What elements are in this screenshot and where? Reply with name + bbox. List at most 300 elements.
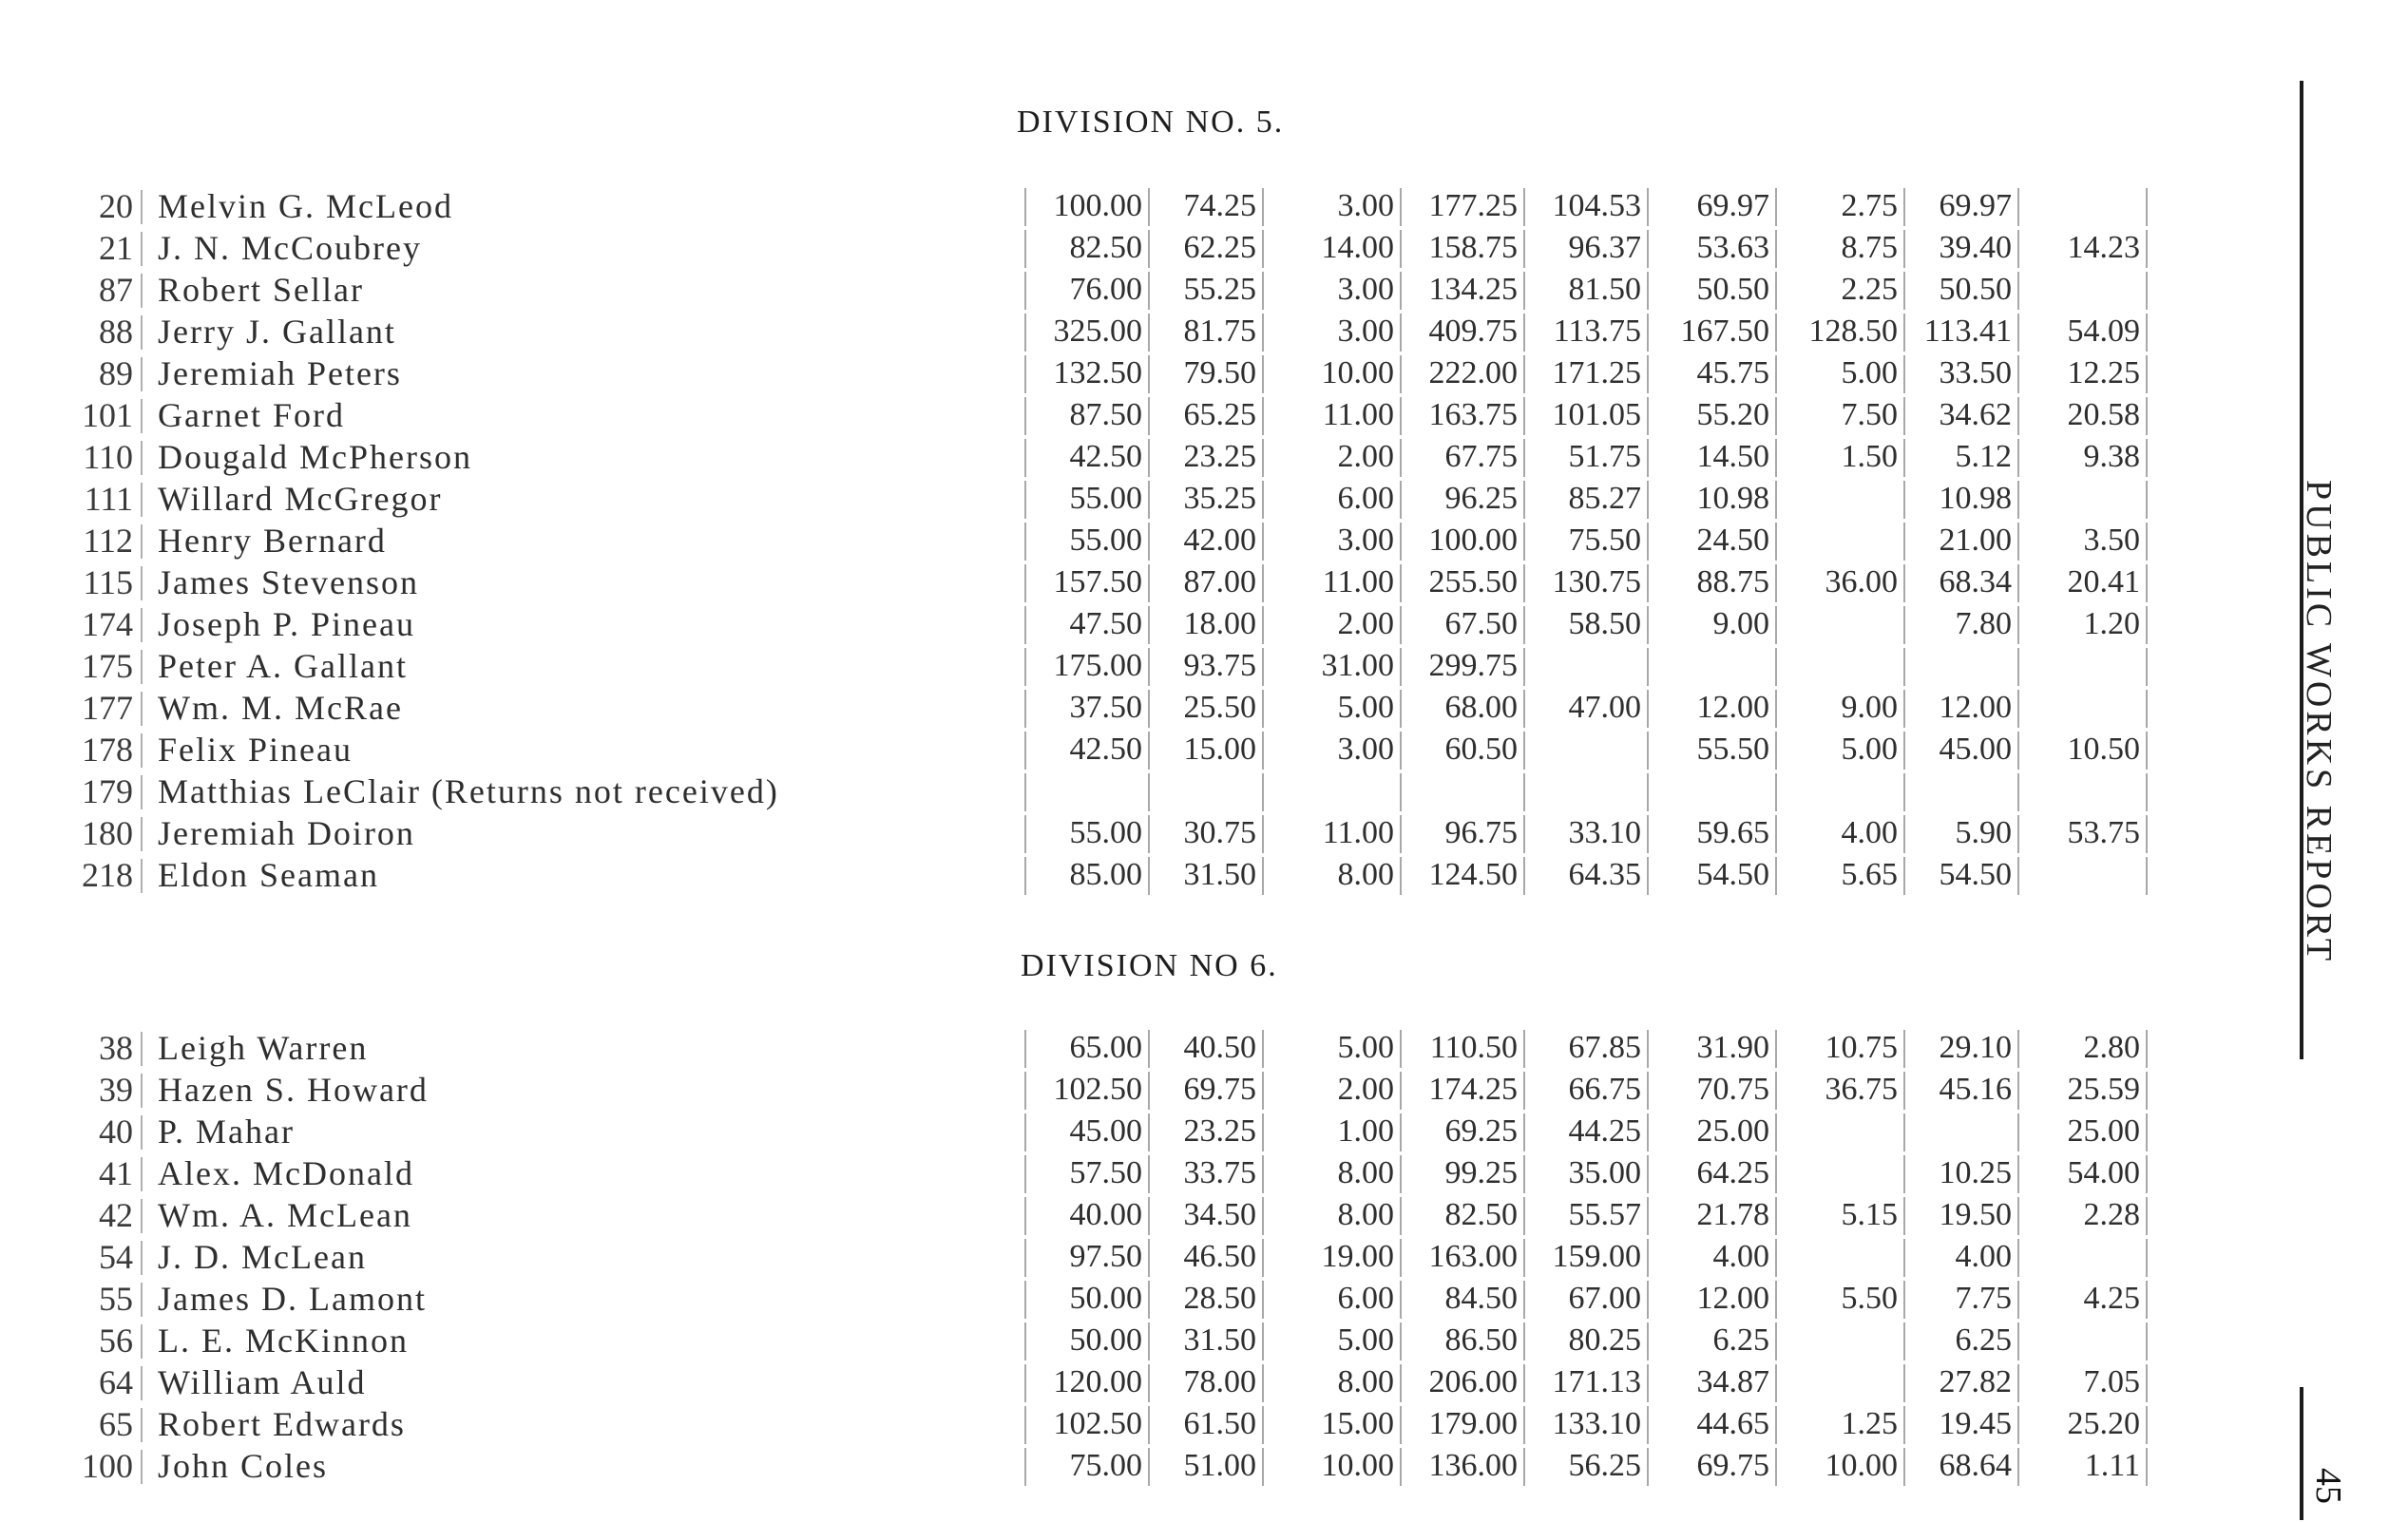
- value-cell: 100.00: [1024, 188, 1150, 226]
- value-cell: 64.25: [1653, 1155, 1777, 1193]
- value-cell: 5.65: [1782, 857, 1905, 895]
- value-cell: 70.75: [1653, 1072, 1777, 1110]
- value-cell: [1782, 773, 1905, 811]
- value-cell: 8.00: [1269, 857, 1402, 895]
- name-row: [0, 479, 1007, 521]
- value-cell: 55.00: [1024, 523, 1150, 561]
- value-cell: 124.50: [1406, 857, 1525, 895]
- value-cell: [1653, 648, 1777, 686]
- value-cell: 47.50: [1024, 606, 1150, 644]
- value-cell: [2024, 648, 2148, 686]
- person-name: Jerry J. Gallant: [158, 313, 396, 351]
- row-separator: [141, 733, 143, 768]
- value-cell: [1782, 1113, 1905, 1151]
- value-cell: 31.50: [1155, 857, 1264, 895]
- row-number: 179: [82, 772, 133, 810]
- value-cell: 78.00: [1155, 1364, 1264, 1402]
- row-separator: [141, 1115, 143, 1150]
- value-cell: [1269, 773, 1402, 811]
- value-cell: 61.50: [1155, 1406, 1264, 1444]
- value-cell: 36.00: [1782, 564, 1905, 602]
- value-cell: 102.50: [1024, 1406, 1150, 1444]
- row-separator: [141, 1283, 143, 1317]
- row-separator: [141, 1366, 143, 1400]
- value-cell: [1782, 648, 1905, 686]
- value-cell: 8.00: [1269, 1364, 1402, 1402]
- name-row: [0, 1279, 1007, 1321]
- value-cell: 64.35: [1530, 857, 1649, 895]
- value-cell: 19.50: [1910, 1197, 2019, 1235]
- value-cell: 134.25: [1406, 272, 1525, 310]
- value-cell: 255.50: [1406, 564, 1525, 602]
- person-name: P. Mahar: [158, 1113, 295, 1151]
- value-cell: 55.20: [1653, 397, 1777, 435]
- value-cell: 5.00: [1269, 1030, 1402, 1068]
- row-separator: [141, 1450, 143, 1484]
- value-cell: 136.00: [1406, 1448, 1525, 1486]
- person-name: James Stevenson: [158, 563, 419, 601]
- name-row: [0, 604, 1007, 646]
- value-cell: 62.25: [1155, 230, 1264, 268]
- value-cell: 10.75: [1782, 1030, 1905, 1068]
- value-cell: 50.00: [1024, 1322, 1150, 1360]
- value-cell: 206.00: [1406, 1364, 1525, 1402]
- name-row: [0, 353, 1007, 395]
- value-cell: 5.12: [1910, 439, 2019, 477]
- name-row: [0, 771, 1007, 813]
- value-cell: 12.00: [1653, 690, 1777, 728]
- value-cell: 55.00: [1024, 815, 1150, 853]
- value-cell: 54.09: [2024, 314, 2148, 352]
- person-name: Peter A. Gallant: [158, 647, 408, 685]
- value-cell: 4.25: [2024, 1281, 2148, 1319]
- person-name: Felix Pineau: [158, 731, 353, 769]
- value-cell: 96.37: [1530, 230, 1649, 268]
- value-cell: 2.00: [1269, 606, 1402, 644]
- value-cell: 25.59: [2024, 1072, 2148, 1110]
- value-cell: 69.75: [1155, 1072, 1264, 1110]
- row-separator: [141, 608, 143, 642]
- value-cell: 175.00: [1024, 648, 1150, 686]
- value-cell: 42.00: [1155, 523, 1264, 561]
- value-cell: [2024, 1322, 2148, 1360]
- value-cell: 5.00: [1782, 355, 1905, 393]
- value-cell: 67.50: [1406, 606, 1525, 644]
- value-cell: 25.20: [2024, 1406, 2148, 1444]
- value-cell: 8.00: [1269, 1197, 1402, 1235]
- value-cell: 33.50: [1910, 355, 2019, 393]
- value-cell: 82.50: [1024, 230, 1150, 268]
- value-cell: 9.38: [2024, 439, 2148, 477]
- division-6-heading: DIVISION NO 6.: [1021, 948, 1278, 983]
- value-cell: 25.00: [1653, 1113, 1777, 1151]
- value-cell: 87.00: [1155, 564, 1264, 602]
- row-number: 38: [99, 1029, 133, 1067]
- value-cell: 40.50: [1155, 1030, 1264, 1068]
- value-cell: 158.75: [1406, 230, 1525, 268]
- value-cell: 167.50: [1653, 314, 1777, 352]
- value-cell: [1155, 773, 1264, 811]
- value-cell: [1782, 1364, 1905, 1402]
- value-cell: 85.00: [1024, 857, 1150, 895]
- value-cell: 42.50: [1024, 732, 1150, 770]
- value-cell: 5.50: [1782, 1281, 1905, 1319]
- value-cell: 58.50: [1530, 606, 1649, 644]
- value-cell: 76.00: [1024, 272, 1150, 310]
- value-cell: 81.50: [1530, 272, 1649, 310]
- value-cell: 159.00: [1530, 1239, 1649, 1277]
- value-cell: 2.25: [1782, 272, 1905, 310]
- row-separator: [141, 775, 143, 809]
- row-separator: [141, 441, 143, 475]
- value-cell: 51.75: [1530, 439, 1649, 477]
- value-cell: 96.75: [1406, 815, 1525, 853]
- value-cell: 12.25: [2024, 355, 2148, 393]
- value-cell: 27.82: [1910, 1364, 2019, 1402]
- value-cell: [1782, 1322, 1905, 1360]
- value-cell: 3.00: [1269, 188, 1402, 226]
- value-cell: 29.10: [1910, 1030, 2019, 1068]
- value-cell: [1530, 648, 1649, 686]
- value-cell: 84.50: [1406, 1281, 1525, 1319]
- name-row: [0, 312, 1007, 353]
- row-number: 175: [82, 647, 133, 685]
- value-cell: [1782, 1239, 1905, 1277]
- row-separator: [141, 483, 143, 517]
- value-cell: 55.57: [1530, 1197, 1649, 1235]
- name-row: [0, 1195, 1007, 1237]
- value-cell: [1530, 773, 1649, 811]
- name-row: [0, 855, 1007, 897]
- value-cell: 31.90: [1653, 1030, 1777, 1068]
- person-name: Willard McGregor: [158, 480, 443, 518]
- person-name: J. N. McCoubrey: [158, 229, 422, 267]
- row-number: 89: [99, 354, 133, 392]
- person-name: John Coles: [158, 1447, 329, 1485]
- value-cell: 75.50: [1530, 523, 1649, 561]
- row-separator: [141, 859, 143, 893]
- row-separator: [141, 566, 143, 600]
- value-cell: 55.25: [1155, 272, 1264, 310]
- value-cell: 174.25: [1406, 1072, 1525, 1110]
- row-separator: [141, 357, 143, 391]
- value-cell: 325.00: [1024, 314, 1150, 352]
- person-name: Matthias LeClair (Returns not received): [158, 772, 779, 810]
- value-cell: 157.50: [1024, 564, 1150, 602]
- person-name: J. D. McLean: [158, 1238, 367, 1276]
- value-cell: 7.80: [1910, 606, 2019, 644]
- value-cell: 3.00: [1269, 523, 1402, 561]
- value-cell: [2024, 481, 2148, 519]
- value-cell: 55.50: [1653, 732, 1777, 770]
- name-row: [0, 1070, 1007, 1112]
- row-number: 21: [99, 229, 133, 267]
- value-cell: 3.00: [1269, 732, 1402, 770]
- value-cell: 40.00: [1024, 1197, 1150, 1235]
- value-cell: 50.50: [1910, 272, 2019, 310]
- value-cell: 53.75: [2024, 815, 2148, 853]
- value-cell: 59.65: [1653, 815, 1777, 853]
- division-5-heading: DIVISION NO. 5.: [1017, 105, 1285, 140]
- value-cell: 9.00: [1653, 606, 1777, 644]
- name-row: [0, 521, 1007, 562]
- row-number: 87: [99, 271, 133, 309]
- person-name: Eldon Seaman: [158, 856, 379, 894]
- value-cell: 110.50: [1406, 1030, 1525, 1068]
- value-cell: 45.16: [1910, 1072, 2019, 1110]
- name-row: [0, 1446, 1007, 1488]
- value-cell: [1653, 773, 1777, 811]
- value-cell: 96.25: [1406, 481, 1525, 519]
- value-cell: 56.25: [1530, 1448, 1649, 1486]
- value-cell: 4.00: [1782, 815, 1905, 853]
- value-cell: 51.00: [1155, 1448, 1264, 1486]
- row-number: 218: [82, 856, 133, 894]
- row-number: 39: [99, 1071, 133, 1109]
- row-number: 42: [99, 1196, 133, 1234]
- value-cell: 33.10: [1530, 815, 1649, 853]
- value-cell: 6.25: [1910, 1322, 2019, 1360]
- row-number: 88: [99, 313, 133, 351]
- row-separator: [141, 1032, 143, 1066]
- value-cell: 87.50: [1024, 397, 1150, 435]
- value-cell: [1782, 606, 1905, 644]
- value-cell: 53.63: [1653, 230, 1777, 268]
- value-cell: 45.75: [1653, 355, 1777, 393]
- value-cell: 2.75: [1782, 188, 1905, 226]
- value-cell: 65.00: [1024, 1030, 1150, 1068]
- value-cell: 85.27: [1530, 481, 1649, 519]
- value-cell: 67.85: [1530, 1030, 1649, 1068]
- value-cell: 68.34: [1910, 564, 2019, 602]
- row-number: 40: [99, 1113, 133, 1151]
- row-number: 41: [99, 1154, 133, 1192]
- running-title: PUBLIC WORKS REPORT: [2299, 480, 2339, 965]
- value-cell: 21.00: [1910, 523, 2019, 561]
- name-row: [0, 730, 1007, 771]
- value-cell: 69.97: [1910, 188, 2019, 226]
- value-cell: 132.50: [1024, 355, 1150, 393]
- value-cell: 1.25: [1782, 1406, 1905, 1444]
- value-cell: 1.20: [2024, 606, 2148, 644]
- row-number: 65: [99, 1405, 133, 1443]
- value-cell: 10.00: [1269, 1448, 1402, 1486]
- name-row: [0, 228, 1007, 270]
- row-separator: [141, 1157, 143, 1191]
- value-cell: [1782, 523, 1905, 561]
- value-cell: 19.45: [1910, 1406, 2019, 1444]
- value-cell: 25.00: [2024, 1113, 2148, 1151]
- value-cell: 7.75: [1910, 1281, 2019, 1319]
- value-cell: 79.50: [1155, 355, 1264, 393]
- person-name: Garnet Ford: [158, 396, 345, 434]
- value-cell: 23.25: [1155, 1113, 1264, 1151]
- value-cell: 177.25: [1406, 188, 1525, 226]
- value-cell: 19.00: [1269, 1239, 1402, 1277]
- value-cell: 299.75: [1406, 648, 1525, 686]
- row-separator: [141, 399, 143, 433]
- value-cell: 4.00: [1910, 1239, 2019, 1277]
- value-cell: 113.75: [1530, 314, 1649, 352]
- person-name: Robert Edwards: [158, 1405, 406, 1443]
- page-number: 45: [2308, 1468, 2348, 1504]
- value-cell: 60.50: [1406, 732, 1525, 770]
- value-cell: 25.50: [1155, 690, 1264, 728]
- division-5-names: [0, 186, 1007, 897]
- value-cell: 33.75: [1155, 1155, 1264, 1193]
- person-name: Wm. M. McRae: [158, 689, 403, 727]
- value-cell: 54.00: [2024, 1155, 2148, 1193]
- value-cell: 10.25: [1910, 1155, 2019, 1193]
- row-number: 110: [83, 438, 133, 476]
- name-row: [0, 1404, 1007, 1446]
- value-cell: 10.50: [2024, 732, 2148, 770]
- value-cell: 21.78: [1653, 1197, 1777, 1235]
- row-separator: [141, 315, 143, 350]
- value-cell: 12.00: [1910, 690, 2019, 728]
- value-cell: 10.00: [1269, 355, 1402, 393]
- row-number: 55: [99, 1280, 133, 1318]
- value-cell: 1.11: [2024, 1448, 2148, 1486]
- row-number: 115: [83, 563, 133, 601]
- value-cell: 6.00: [1269, 481, 1402, 519]
- row-number: 56: [99, 1322, 133, 1360]
- person-name: Joseph P. Pineau: [158, 605, 416, 643]
- value-cell: 4.00: [1653, 1239, 1777, 1277]
- value-cell: [1910, 648, 2019, 686]
- value-cell: 15.00: [1155, 732, 1264, 770]
- name-row: [0, 270, 1007, 312]
- row-separator: [141, 190, 143, 224]
- value-cell: 1.50: [1782, 439, 1905, 477]
- person-name: Jeremiah Doiron: [158, 814, 415, 852]
- value-cell: [2024, 857, 2148, 895]
- value-cell: [1782, 481, 1905, 519]
- value-cell: 34.87: [1653, 1364, 1777, 1402]
- value-cell: 47.00: [1530, 690, 1649, 728]
- name-row: [0, 1237, 1007, 1279]
- value-cell: 3.00: [1269, 272, 1402, 310]
- value-cell: [2024, 272, 2148, 310]
- value-cell: 46.50: [1155, 1239, 1264, 1277]
- row-number: 178: [82, 731, 133, 769]
- value-cell: 5.00: [1269, 1322, 1402, 1360]
- row-number: 177: [82, 689, 133, 727]
- value-cell: 82.50: [1406, 1197, 1525, 1235]
- person-name: Dougald McPherson: [158, 438, 472, 476]
- value-cell: 44.65: [1653, 1406, 1777, 1444]
- person-name: Robert Sellar: [158, 271, 364, 309]
- value-cell: 35.00: [1530, 1155, 1649, 1193]
- value-cell: 57.50: [1024, 1155, 1150, 1193]
- value-cell: 67.75: [1406, 439, 1525, 477]
- value-cell: 31.00: [1269, 648, 1402, 686]
- value-cell: 88.75: [1653, 564, 1777, 602]
- person-name: William Auld: [158, 1363, 367, 1401]
- value-cell: 10.98: [1653, 481, 1777, 519]
- value-cell: 2.00: [1269, 1072, 1402, 1110]
- value-cell: 222.00: [1406, 355, 1525, 393]
- person-name: L. E. McKinnon: [158, 1322, 409, 1360]
- value-cell: 6.25: [1653, 1322, 1777, 1360]
- value-cell: [1782, 1155, 1905, 1193]
- value-cell: 34.62: [1910, 397, 2019, 435]
- value-cell: 69.75: [1653, 1448, 1777, 1486]
- value-cell: 5.00: [1782, 732, 1905, 770]
- row-number: 20: [99, 187, 133, 225]
- value-cell: 54.50: [1653, 857, 1777, 895]
- value-cell: [2024, 690, 2148, 728]
- row-number: 111: [84, 480, 133, 518]
- person-name: Henry Bernard: [158, 522, 387, 560]
- value-cell: 86.50: [1406, 1322, 1525, 1360]
- row-number: 112: [83, 522, 133, 560]
- value-cell: [2024, 1239, 2148, 1277]
- value-cell: 409.75: [1406, 314, 1525, 352]
- value-cell: 2.00: [1269, 439, 1402, 477]
- value-cell: 7.05: [2024, 1364, 2148, 1402]
- value-cell: 50.00: [1024, 1281, 1150, 1319]
- value-cell: 68.64: [1910, 1448, 2019, 1486]
- value-cell: 37.50: [1024, 690, 1150, 728]
- row-number: 100: [82, 1447, 133, 1485]
- name-row: [0, 1028, 1007, 1070]
- name-row: [0, 688, 1007, 730]
- value-cell: 35.25: [1155, 481, 1264, 519]
- value-cell: 66.75: [1530, 1072, 1649, 1110]
- value-cell: 12.00: [1653, 1281, 1777, 1319]
- name-row: [0, 1112, 1007, 1153]
- value-cell: 3.50: [2024, 523, 2148, 561]
- row-separator: [141, 274, 143, 308]
- row-separator: [141, 817, 143, 851]
- value-cell: 130.75: [1530, 564, 1649, 602]
- value-cell: 24.50: [1653, 523, 1777, 561]
- value-cell: 45.00: [1910, 732, 2019, 770]
- person-name: Jeremiah Peters: [158, 354, 402, 392]
- value-cell: [1530, 732, 1649, 770]
- value-cell: 15.00: [1269, 1406, 1402, 1444]
- person-name: Leigh Warren: [158, 1029, 369, 1067]
- person-name: Alex. McDonald: [158, 1154, 414, 1192]
- value-cell: 18.00: [1155, 606, 1264, 644]
- value-cell: 113.41: [1910, 314, 2019, 352]
- name-row: [0, 1362, 1007, 1404]
- row-separator: [141, 1074, 143, 1108]
- name-row: [0, 646, 1007, 688]
- margin-rule-bottom: [2300, 1387, 2303, 1520]
- row-separator: [141, 1241, 143, 1275]
- person-name: Hazen S. Howard: [158, 1071, 429, 1109]
- name-row: [0, 186, 1007, 228]
- value-cell: 6.00: [1269, 1281, 1402, 1319]
- row-separator: [141, 524, 143, 559]
- value-cell: 5.00: [1269, 690, 1402, 728]
- value-cell: 171.13: [1530, 1364, 1649, 1402]
- value-cell: 99.25: [1406, 1155, 1525, 1193]
- value-cell: 101.05: [1530, 397, 1649, 435]
- value-cell: 2.80: [2024, 1030, 2148, 1068]
- value-cell: 10.00: [1782, 1448, 1905, 1486]
- name-row: [0, 1321, 1007, 1362]
- row-separator: [141, 1408, 143, 1442]
- value-cell: 7.50: [1782, 397, 1905, 435]
- value-cell: 20.58: [2024, 397, 2148, 435]
- value-cell: 14.50: [1653, 439, 1777, 477]
- value-cell: 75.00: [1024, 1448, 1150, 1486]
- value-cell: 81.75: [1155, 314, 1264, 352]
- row-separator: [141, 650, 143, 684]
